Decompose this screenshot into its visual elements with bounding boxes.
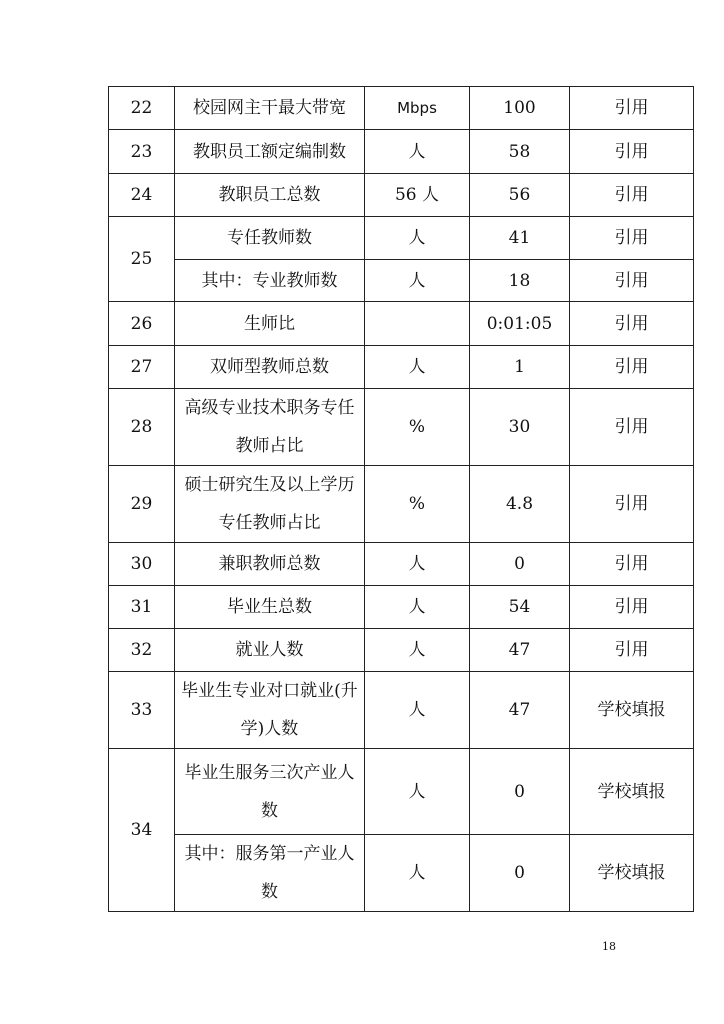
data-source: 引用 bbox=[570, 130, 694, 174]
table-row bbox=[109, 586, 694, 629]
table-row bbox=[109, 130, 694, 174]
indicator-name: 高级专业技术职务专任教师占比 bbox=[175, 389, 365, 466]
table-row bbox=[109, 835, 694, 912]
row-number: 33 bbox=[109, 672, 175, 749]
data-source: 引用 bbox=[570, 346, 694, 389]
data-source: 引用 bbox=[570, 466, 694, 543]
indicator-name: 生师比 bbox=[175, 302, 365, 346]
indicator-unit: 人 bbox=[365, 130, 470, 174]
data-source: 引用 bbox=[570, 389, 694, 466]
indicator-value: 41 bbox=[470, 217, 570, 260]
indicator-name: 就业人数 bbox=[175, 629, 365, 672]
table-row bbox=[109, 629, 694, 672]
indicator-unit: 人 bbox=[365, 629, 470, 672]
data-source: 学校填报 bbox=[570, 672, 694, 749]
row-number: 34 bbox=[109, 749, 175, 912]
table-row bbox=[109, 302, 694, 346]
data-source: 引用 bbox=[570, 586, 694, 629]
indicator-unit: 人 bbox=[365, 217, 470, 260]
indicator-name: 毕业生总数 bbox=[175, 586, 365, 629]
row-number: 27 bbox=[109, 346, 175, 389]
indicator-unit: 人 bbox=[365, 672, 470, 749]
data-source: 引用 bbox=[570, 174, 694, 217]
indicator-unit: % bbox=[365, 466, 470, 543]
indicator-name: 教职员工额定编制数 bbox=[175, 130, 365, 174]
table-row bbox=[109, 346, 694, 389]
data-source: 引用 bbox=[570, 217, 694, 260]
indicator-value: 18 bbox=[470, 260, 570, 302]
indicator-value: 0:01:05 bbox=[470, 302, 570, 346]
indicator-value: 0 bbox=[470, 835, 570, 912]
page-number: 18 bbox=[602, 940, 616, 953]
table-row bbox=[109, 543, 694, 586]
indicator-value: 1 bbox=[470, 346, 570, 389]
row-number: 23 bbox=[109, 130, 175, 174]
indicator-unit: 人 bbox=[365, 749, 470, 835]
indicator-value: 30 bbox=[470, 389, 570, 466]
row-number: 31 bbox=[109, 586, 175, 629]
row-number: 22 bbox=[109, 87, 175, 130]
data-source: 引用 bbox=[570, 260, 694, 302]
row-number: 25 bbox=[109, 217, 175, 302]
indicator-name: 其中：专业教师数 bbox=[175, 260, 365, 302]
indicator-name: 毕业生专业对口就业(升学)人数 bbox=[175, 672, 365, 749]
table-row bbox=[109, 389, 694, 466]
data-source: 学校填报 bbox=[570, 749, 694, 835]
row-number: 30 bbox=[109, 543, 175, 586]
table-row bbox=[109, 749, 694, 835]
indicator-value: 54 bbox=[470, 586, 570, 629]
indicator-value: 47 bbox=[470, 629, 570, 672]
data-source: 引用 bbox=[570, 629, 694, 672]
table-row bbox=[109, 260, 694, 302]
indicator-unit: 人 bbox=[365, 260, 470, 302]
indicator-value: 4.8 bbox=[470, 466, 570, 543]
row-number: 29 bbox=[109, 466, 175, 543]
table-row bbox=[109, 217, 694, 260]
table-row bbox=[109, 87, 694, 130]
indicator-table bbox=[108, 86, 694, 912]
indicator-unit: 人 bbox=[365, 346, 470, 389]
indicator-unit: Mbps bbox=[365, 87, 470, 130]
data-source: 学校填报 bbox=[570, 835, 694, 912]
data-source: 引用 bbox=[570, 543, 694, 586]
row-number: 26 bbox=[109, 302, 175, 346]
indicator-value: 100 bbox=[470, 87, 570, 130]
indicator-name: 毕业生服务三次产业人数 bbox=[175, 749, 365, 835]
indicator-name: 双师型教师总数 bbox=[175, 346, 365, 389]
row-number: 28 bbox=[109, 389, 175, 466]
indicator-name: 兼职教师总数 bbox=[175, 543, 365, 586]
indicator-value: 47 bbox=[470, 672, 570, 749]
indicator-unit: % bbox=[365, 389, 470, 466]
indicator-unit: 人 bbox=[365, 835, 470, 912]
indicator-value: 56 bbox=[470, 174, 570, 217]
table-row bbox=[109, 174, 694, 217]
data-source: 引用 bbox=[570, 87, 694, 130]
indicator-name: 校园网主干最大带宽 bbox=[175, 87, 365, 130]
indicator-value: 58 bbox=[470, 130, 570, 174]
row-number: 24 bbox=[109, 174, 175, 217]
indicator-unit: 人 bbox=[365, 543, 470, 586]
indicator-value: 0 bbox=[470, 543, 570, 586]
table-row bbox=[109, 466, 694, 543]
data-source: 引用 bbox=[570, 302, 694, 346]
table-row bbox=[109, 672, 694, 749]
indicator-unit: 56 人 bbox=[365, 174, 470, 217]
indicator-unit: 人 bbox=[365, 586, 470, 629]
row-number: 32 bbox=[109, 629, 175, 672]
indicator-unit bbox=[365, 302, 470, 346]
indicator-name: 专任教师数 bbox=[175, 217, 365, 260]
indicator-name: 硕士研究生及以上学历专任教师占比 bbox=[175, 466, 365, 543]
indicator-value: 0 bbox=[470, 749, 570, 835]
indicator-name: 其中：服务第一产业人数 bbox=[175, 835, 365, 912]
indicator-name: 教职员工总数 bbox=[175, 174, 365, 217]
